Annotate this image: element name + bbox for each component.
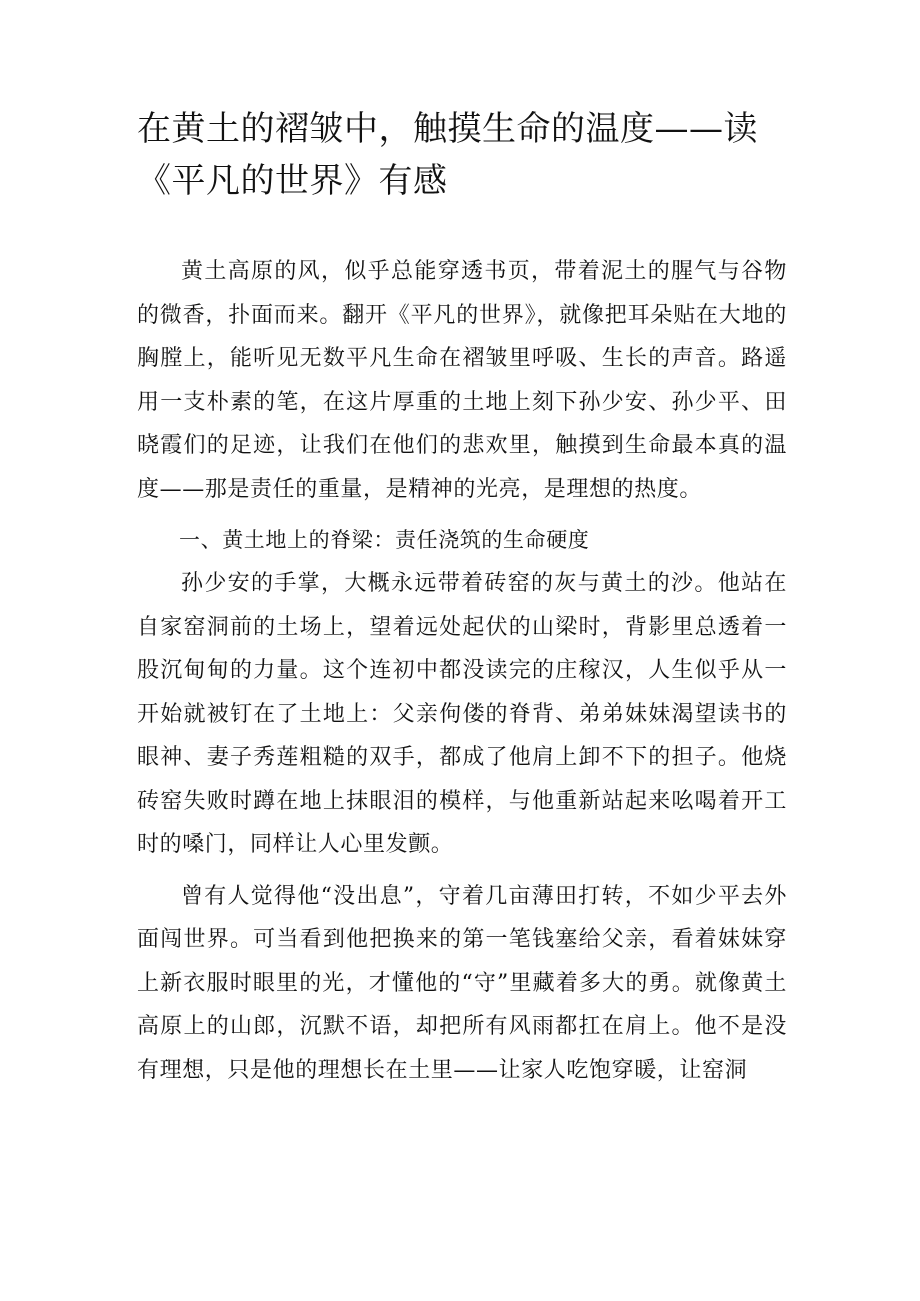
section-heading-1: 一、黄土地上的脊梁：责任浇筑的生命硬度 [179, 528, 590, 552]
document-body [137, 250, 787, 1092]
paragraph-intro: 黄土高原的风，似乎总能穿透书页，带着泥土的腥气与谷物的微香，扑面而来。翻开《平凡的世界》，就像把耳朵贴在大地的胸膛上，能听见无数平凡生命在褶皱里呼吸、生长的声音。路遥用一支朴素的笔，在这片厚重的土地上刻下孙少安、孙少平、田晓霞们的足迹，让我们在他们的悲欢里，触摸到生命最本真的温度——那是责任的重量，是精神的光亮，是理想的热度。 [137, 259, 787, 502]
document-title: 在黄土的褶皱中，触摸生命的温度——读《平凡的世界》有感 [137, 109, 758, 201]
paragraph-responsibility: 曾有人觉得他“没出息”，守着几亩薄田打转，不如少平去外面闯世界。可当看到他把换来的第一笔钱塞给父亲，看着妹妹穿上新衣服时眼里的光，才懂他的“守”里藏着多大的勇。就像黄土高原上的山郎，沉默不语，却把所有风雨都扛在肩上。他不是没有理想，只是他的理想长在土里——让家人吃饱穿暖，让窑洞 [137, 883, 787, 1083]
paragraph-sun-shaoan: 孙少安的手掌，大概永远带着砖窑的灰与黄土的沙。他站在自家窑洞前的土场上，望着远处起伏的山梁时，背影里总透着一股沉甸甸的力量。这个连初中都没读完的庄稼汉，人生似乎从一开始就被钉在了土地上：父亲佝偻的脊背、弟弟妹妹渴望读书的眼神、妻子秀莲粗糙的双手，都成了他肩上卸不下的担子。他烧砖窑失败时蹲在地上抹眼泪的模样，与他重新站起来吆喝着开工时的嗓门，同样让人心里发颤。 [137, 571, 787, 857]
